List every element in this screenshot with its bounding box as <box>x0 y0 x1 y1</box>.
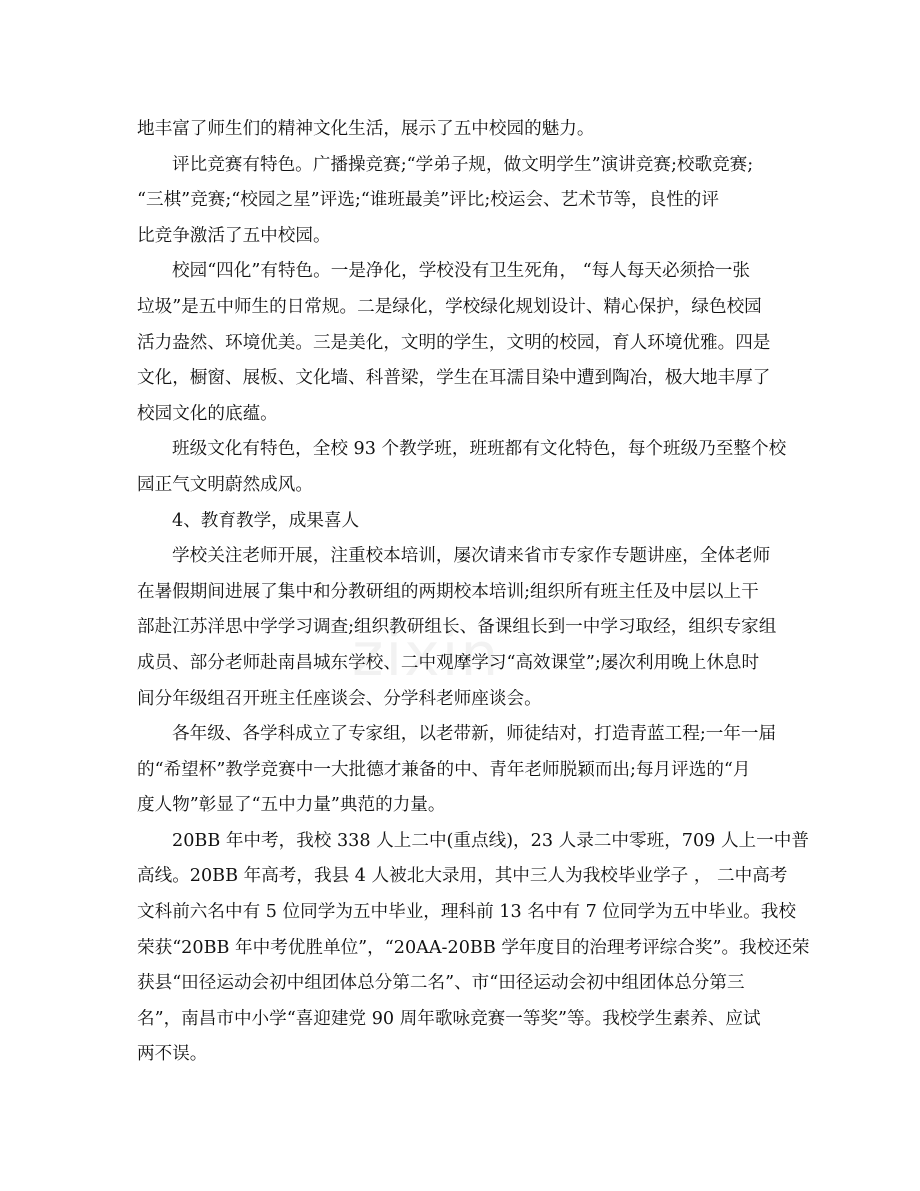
text-line: 活力盎然、环境优美。三是美化，文明的学生，文明的校园，育人环境优雅。四是 <box>137 332 771 353</box>
watermark: zixin <box>352 620 501 690</box>
text-line: 垃圾”是五中师生的日常规。二是绿化，学校绿化规划设计、精心保护，绿色校园 <box>137 296 762 317</box>
text-line: 比竞争激活了五中校园。 <box>137 225 331 246</box>
text-line: 校园文化的底蕴。 <box>137 403 278 424</box>
text-line: 荣获“20BB 年中考优胜单位”，“20AA-20BB 学年度目的治理考评综合奖”。我校还荣 <box>137 937 810 958</box>
text-line: 的“希望杯”教学竞赛中一大批德才兼备的中、青年老师脱颖而出;每月评选的“月 <box>137 759 751 780</box>
text-line: 各年级、各学科成立了专家组，以老带新，师徒结对，打造青蓝工程;一年一届 <box>172 724 777 745</box>
text-line: “三棋”竞赛;“校园之星”评选;“谁班最美”评比;校运会、艺术节等，良性的评 <box>137 190 719 211</box>
text-line: 20BB 年中考，我校 338 人上二中(重点线)，23 人录二中零班，709 人上一中普 <box>172 830 809 851</box>
text-line: 地丰富了师生们的精神文化生活，展示了五中校园的魅力。 <box>137 119 595 139</box>
text-line: 部赴江苏洋思中学学习调查;组织教研组长、备课组长到一中学习取经，组织专家组 <box>137 617 777 638</box>
text-line: 文化，橱窗、展板、文化墙、科普梁，学生在耳濡目染中遭到陶冶，极大地丰厚了 <box>137 368 771 389</box>
text-line: 度人物”彰显了“五中力量”典范的力量。 <box>137 795 446 816</box>
text-line: 间分年级组召开班主任座谈会、分学科老师座谈会。 <box>137 688 542 709</box>
text-line: 高线。20BB 年高考，我县 4 人被北大录用，其中三人为我校毕业学子 ， 二中高考 <box>137 866 788 887</box>
text-line: 成员、部分老师赴南昌城东学校、二中观摩学习“高效课堂”;屡次利用晚上休息时 <box>137 652 760 673</box>
text-line: 在暑假期间进展了集中和分教研组的两期校本培训;组织所有班主任及中层以上干 <box>137 581 759 602</box>
text-line: 评比竞赛有特色。广播操竞赛;“学弟子规，做文明学生”演讲竞赛;校歌竞赛; <box>172 154 754 175</box>
text-line: 学校关注老师开展，注重校本培训，屡次请来省市专家作专题讲座，全体老师 <box>172 546 771 567</box>
text-line: 园正气文明蔚然成风。 <box>137 474 313 495</box>
text-line: 校园“四化”有特色。一是净化，学校没有卫生死角， “每人每天必须拾一张 <box>172 261 750 282</box>
text-line: 文科前六名中有 5 位同学为五中毕业，理科前 13 名中有 7 位同学为五中毕业。我校 <box>137 902 796 923</box>
document-body <box>137 112 810 1073</box>
text-line: 班级文化有特色，全校 93 个教学班，班班都有文化特色，每个班级乃至整个校 <box>172 439 787 460</box>
text-line: 获县“田径运动会初中组团体总分第二名”、市“田径运动会初中组团体总分第三 <box>137 973 745 994</box>
text-line: 名”，南昌市中小学“喜迎建党 90 周年歌咏竞赛一等奖”等。我校学生素养、应试 <box>137 1008 761 1029</box>
text-line: 两不误。 <box>137 1044 208 1065</box>
section-heading: 4、教育教学，成果喜人 <box>172 510 360 531</box>
